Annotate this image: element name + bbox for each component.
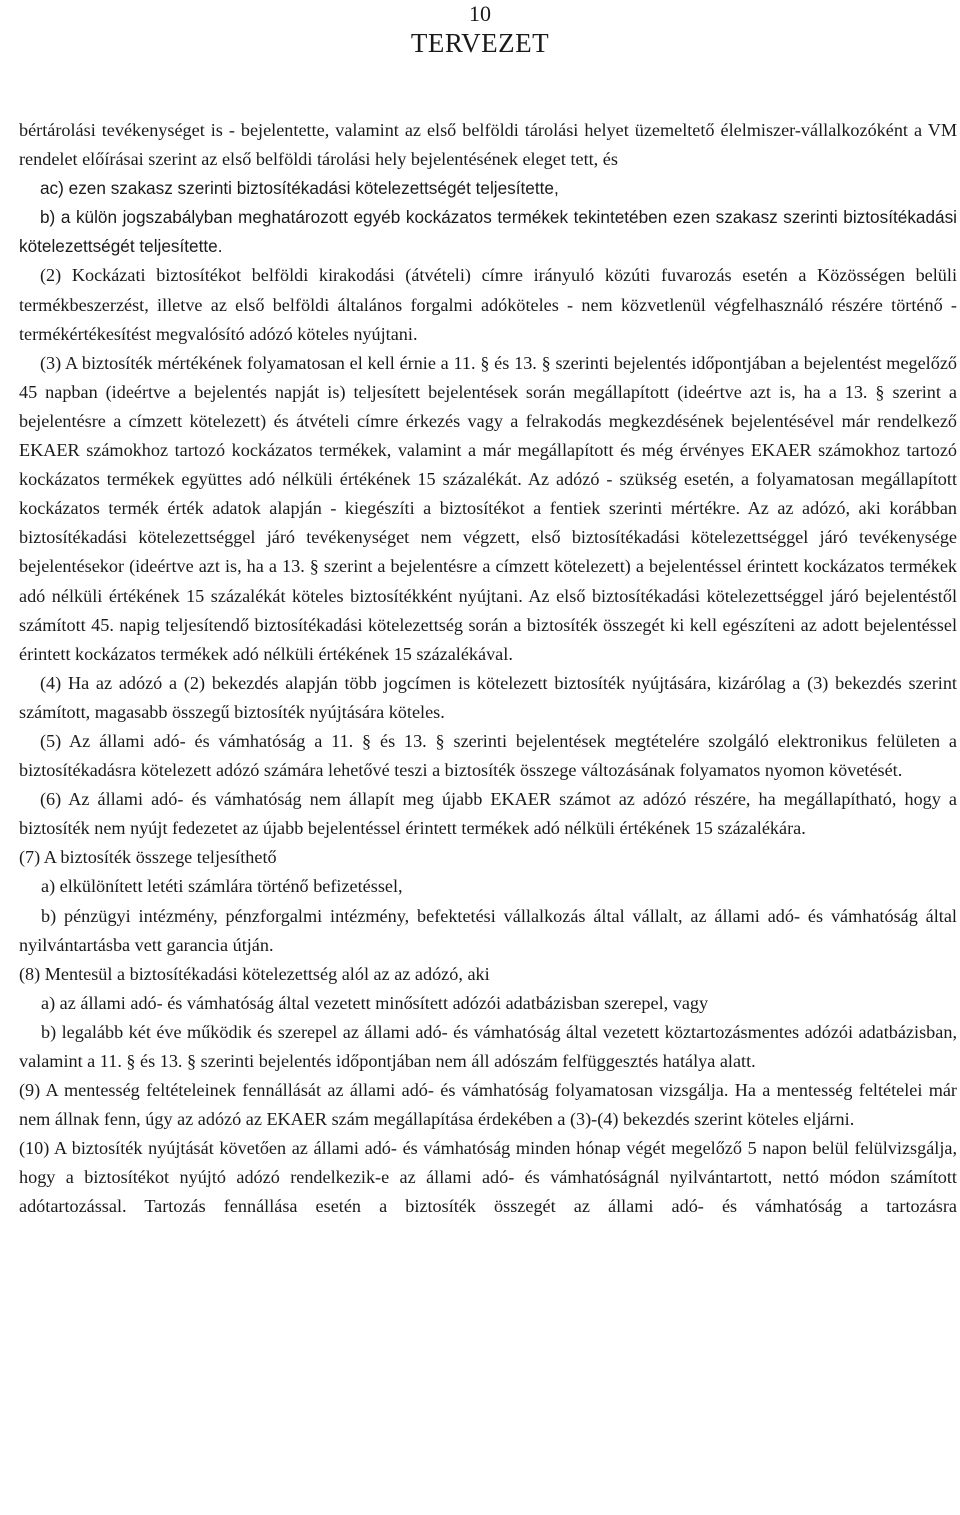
paragraph-3: (3) A biztosíték mértékének folyamatosan el kell érnie a 11. § és 13. § szerinti bejelentés időpontjában a bejelentést megelőző 45 napban (ideértve a bejelentés napját is) teljesített bejelentések során megállapított (ideértve azt is, ha a 13. § szerint a bejelentésre a címzett kötelezett) és átvételi címre érkezés vagy a felrakodás megkezdésének bejelentésével már rendelkező EKAER számokhoz tartozó kockázatos termékek, valamint a már megállapított és még érvényes EKAER számokhoz tartozó kockázatos termékek együttes adó nélküli értékének 15 százalékát. Az adózó - szükség esetén, a folyamatosan megállapított kockázatos termék érték adatok alapján - kiegészíti a biztosítékot a fentiek szerinti mértékre. Az az adózó, aki korábban biztosítékadási kötelezettséggel járó tevékenységet nem végzett, első biztosítékadási kötelezettséggel járó tevékenysége bejelentésekor (ideértve azt is, ha a 13. § szerint a bejelentésre a címzett kötelezett) a bejelentéssel érintett kockázatos termékek adó nélküli értékének 15 százalékát köteles biztosítékként nyújtani. Az első biztosítékadási kötelezettséggel járó bejelentéstől számított 45. napig teljesítendő biztosítékadási kötelezettség során a biztosíték összegét ki kell egészíteni az adott bejelentéssel érintett kockázatos termékek adó nélküli értékének 15 százalékával.	[19, 352, 957, 664]
paragraph-2: (2) Kockázati biztosítékot belföldi kirakodási (átvételi) címre irányuló közúti fuvarozás esetén a Közösségen belüli termékbeszerzést, illetve az első belföldi általános forgalmi adóköteles - nem közvetlenül végfelhasználó részére történő - termékértékesítést megvalósító adózó köteles nyújtani.	[19, 265, 957, 344]
paragraph-10: (10) A biztosíték nyújtását követően az állami adó- és vámhatóság minden hónap végét megelőző 5 napon belül felülvizsgálja, hogy a biztosítékot nyújtó adózó rendelkezik-e az állami adó- és vámhatóságnál nyilvántartott, nettó módon számított adótartozással. Tartozás fennállása esetén a biztosíték összegét az állami adó- és vámhatóság a tartozásra	[19, 1138, 957, 1217]
paragraph-7-b: b) pénzügyi intézmény, pénzforgalmi intézmény, befektetési vállalkozás által vállalt, az állami adó- és vámhatóság által nyilvántartásba vett garancia útján.	[19, 905, 957, 955]
paragraph-6: (6) Az állami adó- és vámhatóság nem állapít meg újabb EKAER számot az adózó részére, ha megállapítható, hogy a biztosíték nem nyújt fedezetet az újabb bejelentéssel érintett termékek adó nélküli értékének 15 százalékára.	[19, 789, 957, 839]
paragraph-7: (7) A biztosíték összege teljesíthető	[19, 847, 277, 868]
paragraph-ac: ac) ezen szakasz szerinti biztosítékadási kötelezettségét teljesítette,	[40, 178, 559, 199]
page-header	[0, 0, 960, 59]
document-body	[19, 116, 957, 1222]
paragraph-4: (4) Ha az adózó a (2) bekezdés alapján több jogcímen is kötelezett biztosíték nyújtására, kizárólag a (3) bekezdés szerint számított, magasabb összegű biztosíték nyújtására köteles.	[19, 672, 957, 722]
page-number: 10	[469, 1, 491, 26]
paragraph-continuation: bértárolási tevékenységet is - bejelentette, valamint az első belföldi tárolási helyet üzemeltető élelmiszer-vállalkozóként a VM rendelet előírásai szerint az első belföldi tárolási hely bejelentésének eleget tett, és	[19, 120, 957, 170]
paragraph-7-a: a) elkülönített letéti számlára történő befizetéssel,	[41, 876, 403, 897]
paragraph-8-a: a) az állami adó- és vámhatóság által vezetett minősített adózói adatbázisban szerepel, vagy	[41, 992, 709, 1013]
paragraph-b-first: b) a külön jogszabályban meghatározott egyéb kockázatos termékek tekintetében ezen szakasz szerinti biztosítékadási kötelezettségét teljesítette.	[19, 207, 957, 257]
paragraph-5: (5) Az állami adó- és vámhatóság a 11. § és 13. § szerinti bejelentések megtételére szolgáló elektronikus felületen a biztosítékadásra kötelezett adózó számára lehetővé teszi a biztosíték összege változásának folyamatos nyomon követését.	[19, 730, 957, 781]
paragraph-8: (8) Mentesül a biztosítékadási kötelezettség alól az az adózó, aki	[19, 963, 490, 984]
paragraph-9: (9) A mentesség feltételeinek fennállását az állami adó- és vámhatóság folyamatosan vizsgálja. Ha a mentesség feltételei már nem állnak fenn, úgy az adózó az EKAER szám megállapítása érdekében a (3)-(4) bekezdés szerint köteles eljárni.	[19, 1080, 957, 1130]
paragraph-8-b: b) legalább két éve működik és szerepel az állami adó- és vámhatóság által vezetett köztartozásmentes adózói adatbázisban, valamint a 11. § és 13. § szerinti bejelentés időpontjában nem áll adószám felfüggesztés hatálya alatt.	[19, 1021, 957, 1071]
draft-label: TERVEZET	[410, 28, 550, 58]
